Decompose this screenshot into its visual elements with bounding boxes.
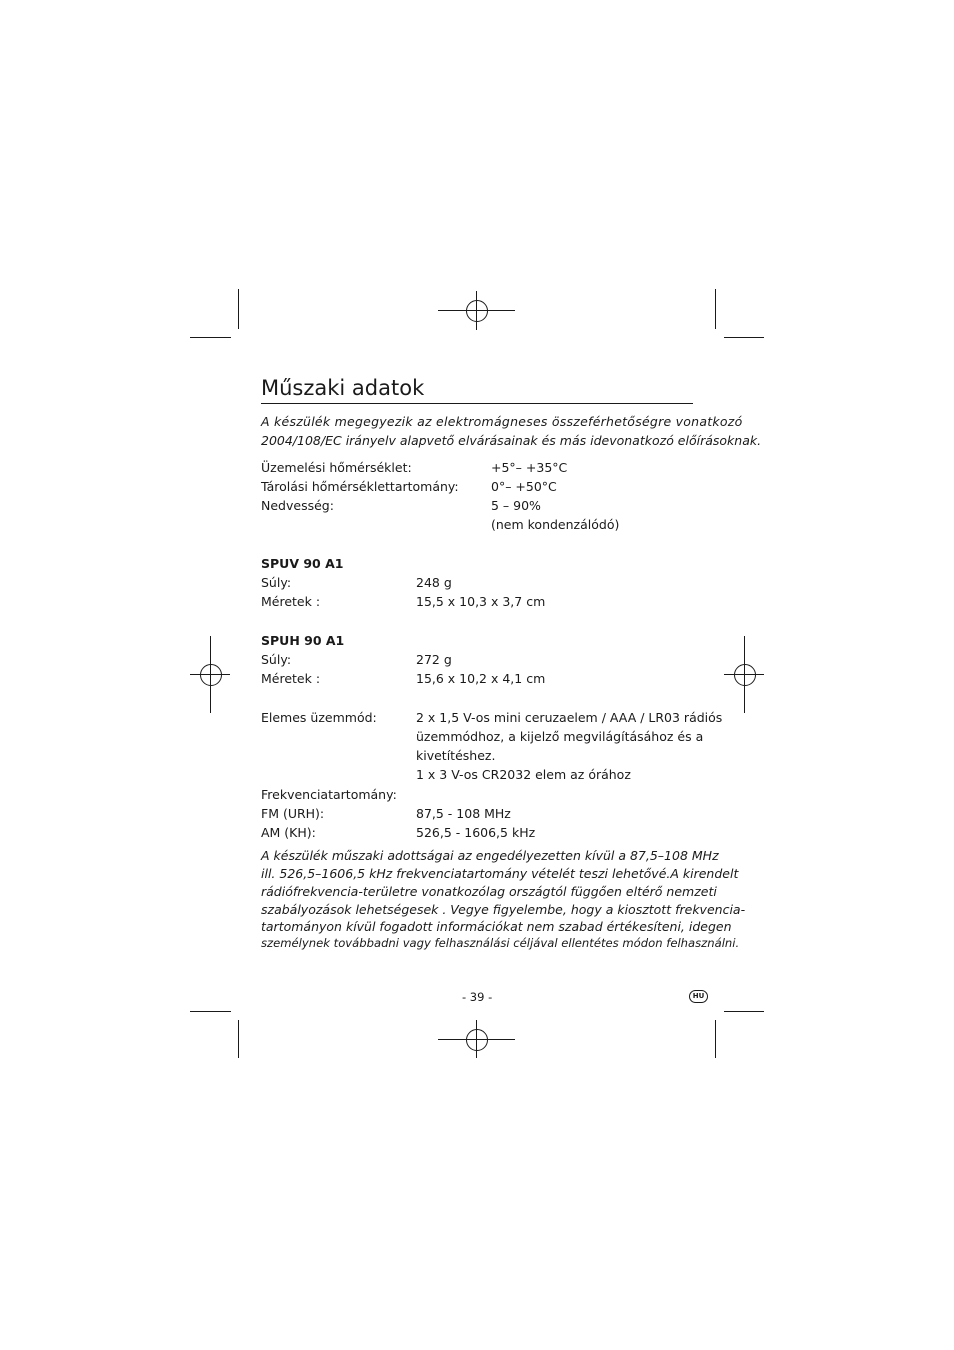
note-line-3: rádiófrekvencia-területre vonatkozólag országtól függően eltérő nemzeti: [261, 884, 717, 899]
fm-value: 87,5 - 108 MHz: [416, 806, 511, 821]
spec-label-humidity: Nedvesség:: [261, 498, 334, 513]
language-badge: HU: [689, 990, 708, 1003]
battery-line-1: 2 x 1,5 V-os mini ceruzaelem / AAA / LR03 rádiós: [416, 710, 723, 725]
spuv-dimensions-label: Méretek :: [261, 594, 321, 609]
registration-mark-top-circle: [466, 300, 488, 322]
crop-mark-bottom-left-v: [238, 1020, 239, 1058]
registration-mark-bottom-circle: [466, 1029, 488, 1051]
note-line-5: tartományon kívül fogadott információkat nem szabad értékesíteni, idegen: [261, 919, 732, 934]
spuv-dimensions-value: 15,5 x 10,3 x 3,7 cm: [416, 594, 546, 609]
section-heading-spuv: SPUV 90 A1: [261, 556, 344, 571]
spec-value-humidity-note: (nem kondenzálódó): [491, 517, 620, 532]
fm-label: FM (URH):: [261, 806, 325, 821]
spuh-weight-value: 272 g: [416, 652, 452, 667]
spuh-weight-label: Súly:: [261, 652, 292, 667]
crop-mark-bottom-right-h: [724, 1011, 764, 1012]
intro-line-2: 2004/108/EC irányelv alapvető elvárásainak és más idevonatkozó előírásoknak.: [261, 433, 762, 448]
section-heading-spuh: SPUH 90 A1: [261, 633, 345, 648]
spec-label-storage-temp: Tárolási hőmérséklettartomány:: [261, 479, 459, 494]
crop-mark-top-left-v: [238, 289, 239, 329]
title-underline: [261, 403, 693, 404]
note-line-6: személynek továbbadni vagy felhasználási céljával ellentétes módon felhasználni.: [261, 936, 740, 950]
registration-mark-right-circle: [734, 664, 756, 686]
battery-line-4: 1 x 3 V-os CR2032 elem az órához: [416, 767, 631, 782]
note-line-2: ill. 526,5–1606,5 kHz frekvenciatartomány vételét teszi lehetővé.A kirendelt: [261, 866, 739, 881]
page-title: Műszaki adatok: [261, 376, 425, 400]
spec-value-operating-temp: +5°– +35°C: [491, 460, 568, 475]
battery-line-3: kivetítéshez.: [416, 748, 496, 763]
spuv-weight-value: 248 g: [416, 575, 452, 590]
crop-mark-top-right-v: [715, 289, 716, 329]
note-line-1: A készülék műszaki adottságai az engedélyezetten kívül a 87,5–108 MHz: [261, 848, 719, 863]
am-label: AM (KH):: [261, 825, 316, 840]
spec-value-storage-temp: 0°– +50°C: [491, 479, 557, 494]
spuh-dimensions-label: Méretek :: [261, 671, 321, 686]
spuv-weight-label: Súly:: [261, 575, 292, 590]
registration-mark-left-circle: [200, 664, 222, 686]
intro-line-1: A készülék megegyezik az elektromágneses összeférhetőségre vonatkozó: [261, 414, 743, 429]
spec-value-humidity: 5 – 90%: [491, 498, 541, 513]
crop-mark-bottom-right-v: [715, 1020, 716, 1058]
page-number: - 39 -: [462, 990, 493, 1004]
battery-line-2: üzemmódhoz, a kijelző megvilágításához és a: [416, 729, 704, 744]
battery-label: Elemes üzemmód:: [261, 710, 377, 725]
crop-mark-top-right-h: [724, 337, 764, 338]
crop-mark-bottom-left-h: [190, 1011, 231, 1012]
spec-label-operating-temp: Üzemelési hőmérséklet:: [261, 460, 412, 475]
frequency-heading: Frekvenciatartomány:: [261, 787, 397, 802]
am-value: 526,5 - 1606,5 kHz: [416, 825, 536, 840]
spuh-dimensions-value: 15,6 x 10,2 x 4,1 cm: [416, 671, 546, 686]
crop-mark-top-left-h: [190, 337, 231, 338]
note-line-4: szabályozások lehetségesek . Vegye figyelembe, hogy a kiosztott frekvencia-: [261, 902, 746, 917]
